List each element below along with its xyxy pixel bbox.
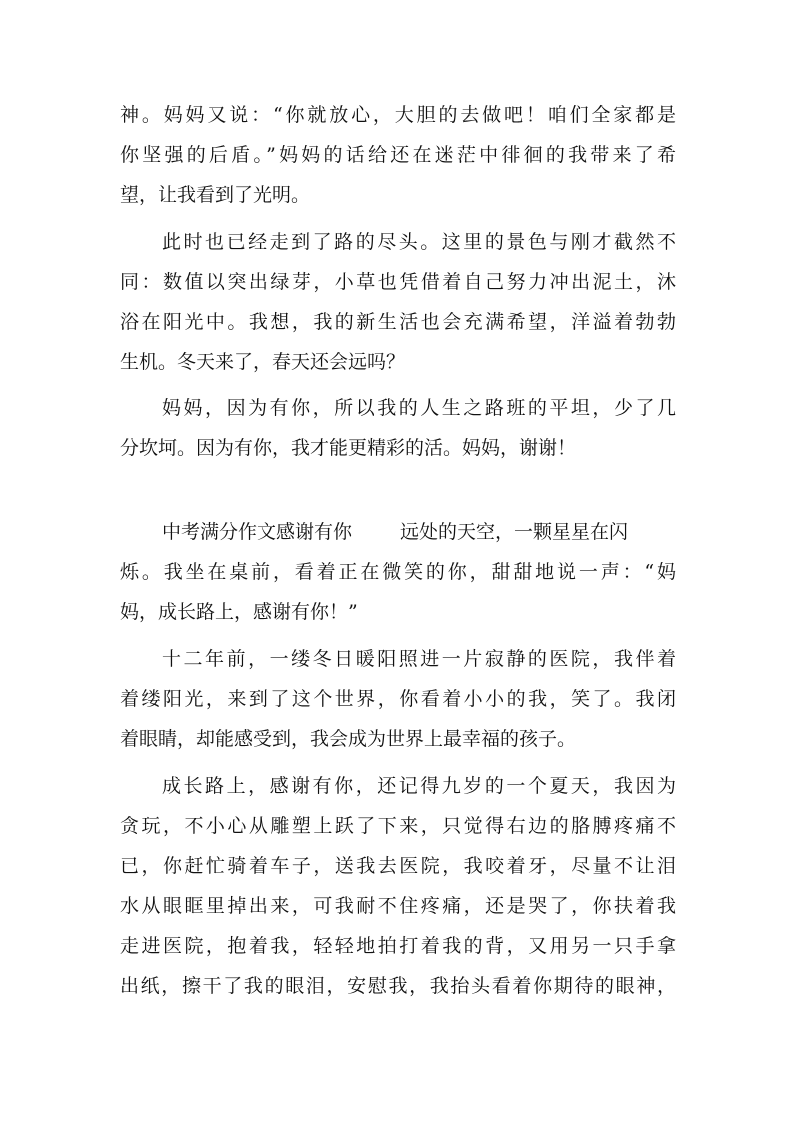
text-line: 神。妈妈又说：“你就放心，大胆的去做吧！咱们全家都是 [120,104,676,126]
text-line: 此时也已经走到了路的尽头。这里的景色与刚才截然不 [162,231,676,253]
text-line: 走进医院，抱着我，轻轻地拍打着我的背，又用另一只手拿 [120,935,676,957]
essay-title-line [162,518,676,546]
text-line: 十二年前，一缕冬日暖阳照进一片寂静的医院，我伴着 [162,648,676,670]
text-line: 妈妈，因为有你，所以我的人生之路班的平坦，少了几 [162,397,676,419]
text-line: 水从眼眶里掉出来，可我耐不住疼痛，还是哭了，你扶着我 [120,895,676,917]
text-line: 妈，成长路上，感谢有你！” [120,601,358,623]
text-line: 贪玩，不小心从雕塑上跃了下来，只觉得右边的胳膊疼痛不 [120,815,676,837]
text-line: 着缕阳光，来到了这个世界，你看着小小的我，笑了。我闭 [120,688,676,710]
text-line: 分坎坷。因为有你，我才能更精彩的活。妈妈，谢谢！ [120,437,577,459]
text-line: 你坚强的后盾。”妈妈的话给还在迷茫中徘徊的我带来了希 [120,144,676,166]
text-line: 已，你赶忙骑着车子，送我去医院，我咬着牙，尽量不让泪 [120,855,676,877]
text-line: 同：数值以突出绿芽，小草也凭借着自己努力冲出泥土，沐 [120,271,676,293]
text-line: 出纸，擦干了我的眼泪，安慰我，我抬头看着你期待的眼神， [120,975,676,997]
text-line: 成长路上，感谢有你，还记得九岁的一个夏天，我因为 [162,775,676,797]
text-segment: 远处的天空，一颗星星在闪 [400,521,629,543]
text-line: 生机。冬天来了，春天还会远吗？ [120,351,406,373]
text-line: 浴在阳光中。我想，我的新生活也会充满希望，洋溢着勃勃 [120,311,676,333]
text-line: 着眼睛，却能感受到，我会成为世界上最幸福的孩子。 [120,728,577,750]
text-line: 烁。我坐在桌前，看着正在微笑的你，甜甜地说一声：“妈 [120,561,676,583]
text-line: 望，让我看到了光明。 [120,184,311,206]
essay-title: 中考满分作文感谢有你 [162,521,353,543]
